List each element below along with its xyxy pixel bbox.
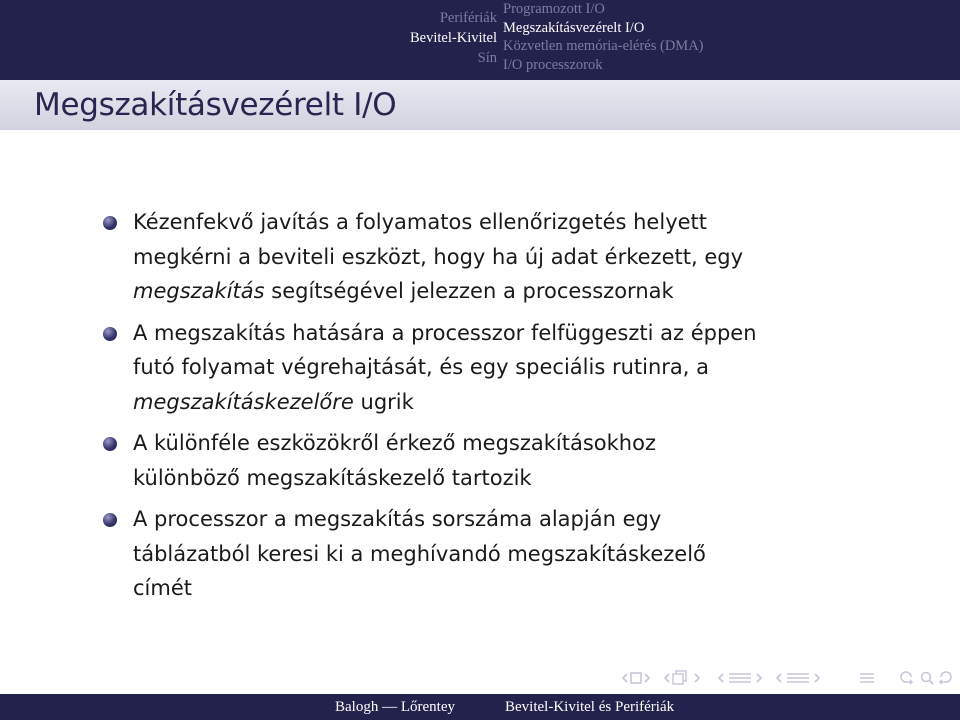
bullet-item: [0, 502, 960, 606]
bullet-line: címét: [133, 576, 192, 600]
footer-author: Balogh — Lőrentey: [335, 699, 455, 715]
emphasized-term: megszakítás: [133, 279, 265, 303]
nav-subsection-io-processzorok[interactable]: I/O processzorok: [503, 56, 603, 73]
bullet-line: megkérni a beviteli eszközt, hogy ha új adat érkezett, egy: [133, 244, 743, 269]
bullet-line: A különféle eszközökről érkező megszakításokhoz: [133, 431, 656, 455]
bullet-line: [133, 385, 960, 420]
header-navigation-bar: [0, 0, 960, 80]
bullet-list: [0, 205, 960, 606]
nav-section-periferiak[interactable]: Perifériák: [439, 10, 497, 26]
nav-subsection-programozott-io[interactable]: Programozott I/O: [503, 1, 605, 17]
emphasized-term: megszakításkezelőre: [133, 389, 354, 414]
bullet-ball-icon: [103, 437, 117, 451]
bullet-line: A processzor a megszakítás sorszáma alapján egy: [133, 507, 662, 531]
nav-section-sin[interactable]: Sín: [477, 50, 497, 66]
subsection-navigation: [503, 0, 704, 74]
beamer-navigation-symbols: [619, 668, 955, 688]
slide-content: [0, 205, 960, 613]
nav-subsection-dma[interactable]: Közvetlen memória-elérés (DMA): [503, 38, 704, 54]
bullet-line: Kézenfekvő javítás a folyamatos ellenőrizgetés helyett: [133, 210, 708, 234]
bullet-item: [0, 316, 960, 420]
bullet-line: futó folyamat végrehajtását, és egy speciális rutinra, a: [133, 355, 710, 379]
previous-next-slide-icon[interactable]: [619, 668, 655, 688]
bullet-text: segítségével jelezzen a processzornak: [264, 279, 674, 303]
bullet-line: különböző megszakításkezelő tartozik: [133, 465, 532, 490]
bullet-line: táblázatból keresi ki a meghívandó megszakításkezelő: [133, 541, 706, 566]
previous-next-subsection-icon[interactable]: [715, 668, 765, 688]
bullet-ball-icon: [103, 327, 117, 341]
bullet-line: A megszakítás hatására a processzor felfüggeszti az éppen: [133, 320, 757, 345]
bullet-line: [133, 274, 960, 309]
bullet-text: ugrik: [353, 389, 414, 414]
footer-presentation-title: Bevitel-Kivitel és Perifériák: [505, 699, 675, 715]
frame-title-bar: [0, 80, 960, 130]
slide-title: Megszakításvezérelt I/O: [34, 87, 397, 123]
bullet-item: [0, 205, 960, 309]
bullet-ball-icon: [103, 513, 117, 527]
footer-bar: [0, 694, 960, 720]
section-navigation: [410, 8, 497, 68]
previous-next-section-icon[interactable]: [773, 668, 823, 688]
bullet-ball-icon: [103, 216, 117, 230]
bullet-item: [0, 426, 960, 495]
previous-next-frame-icon[interactable]: [661, 668, 707, 688]
search-zoom-icon[interactable]: [899, 668, 955, 688]
nav-section-bevitel-kivitel[interactable]: Bevitel-Kivitel: [410, 30, 497, 46]
nav-subsection-megszakitasvezerelt-io[interactable]: Megszakításvezérelt I/O: [503, 19, 645, 36]
document-outline-icon[interactable]: [857, 668, 877, 688]
